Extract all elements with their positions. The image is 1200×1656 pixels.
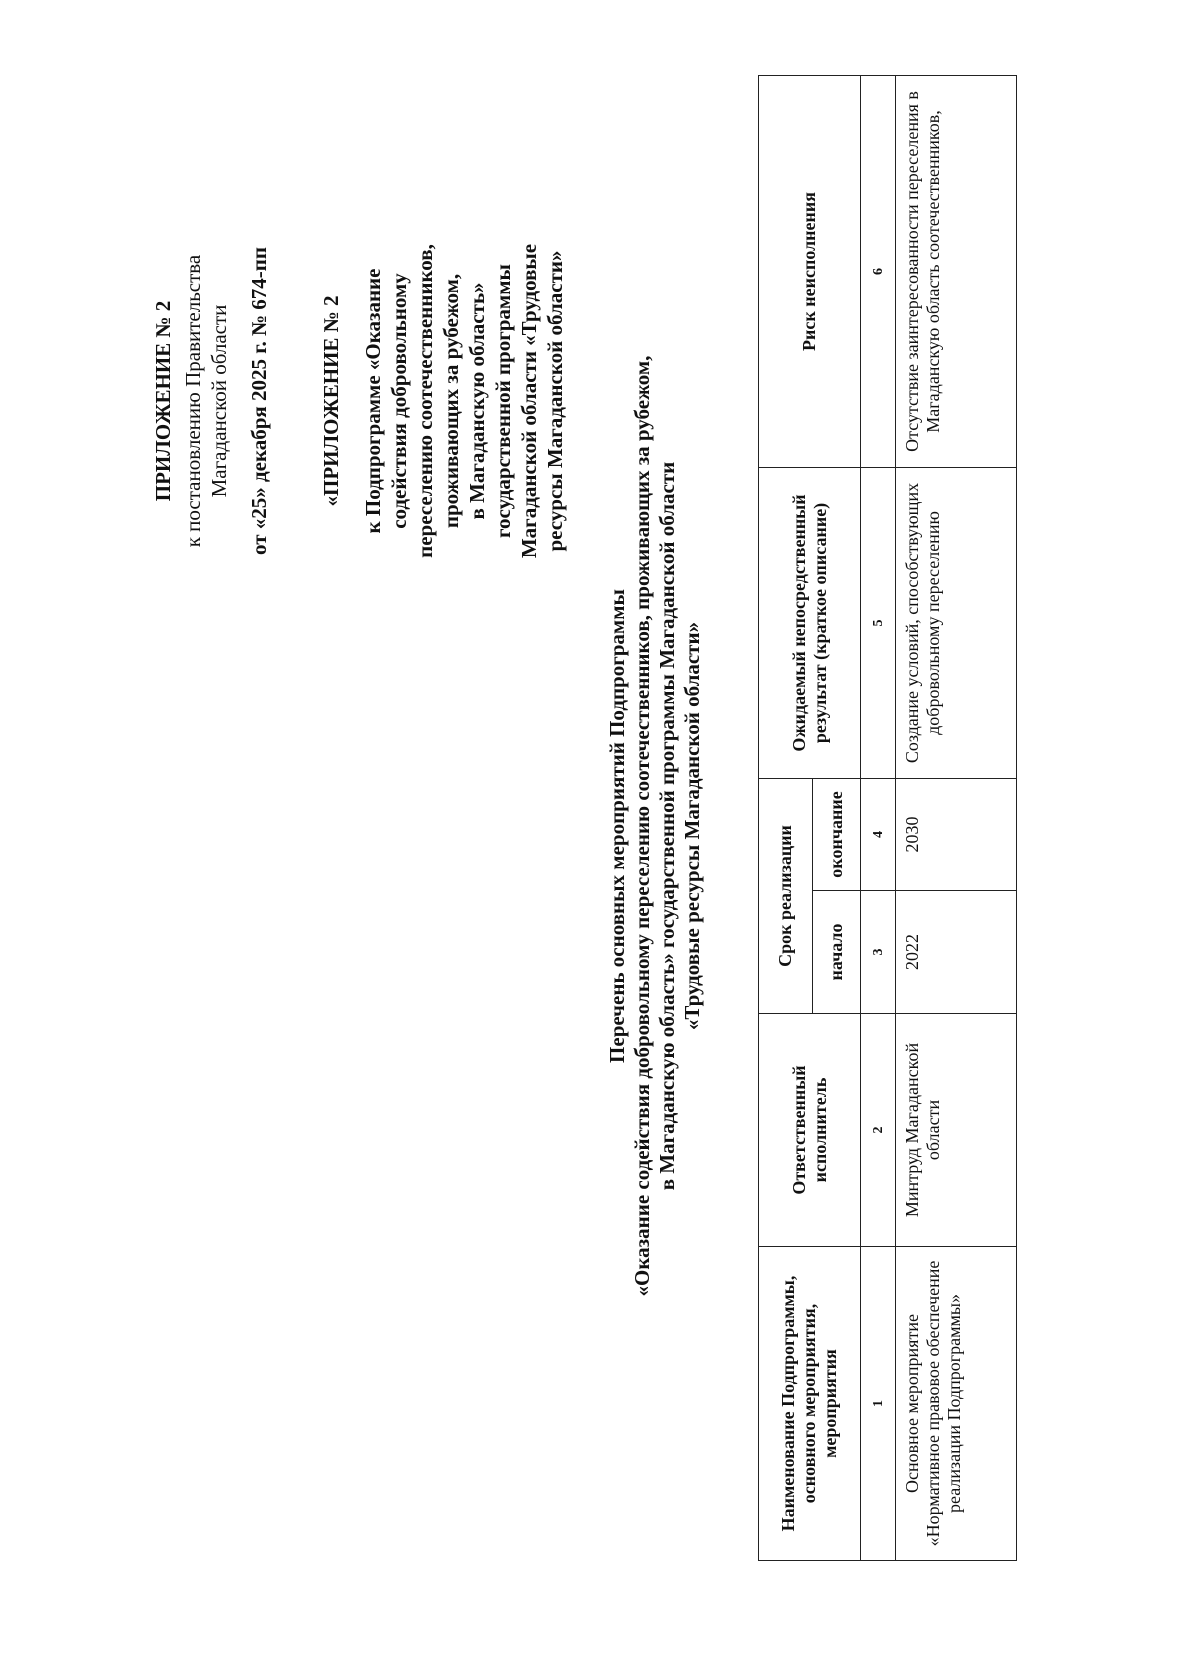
document-title xyxy=(605,256,705,1396)
table-row xyxy=(896,75,1017,1560)
approval-stamp-decree xyxy=(150,186,272,616)
title-line: в Магаданскую область» государственной программы Магаданской области xyxy=(655,461,679,1191)
approval-line: государственной программы xyxy=(491,264,515,538)
approval-line: переселению соотечественников, xyxy=(413,244,437,558)
cell-risk: Отсутствие заинтересованности переселения в Магаданскую область соотечественников, xyxy=(896,75,1017,467)
column-number: 2 xyxy=(861,1014,896,1247)
header-start: начало xyxy=(813,891,861,1014)
column-number: 6 xyxy=(861,75,896,467)
title-line: Перечень основных мероприятий Подпрограммы xyxy=(605,589,629,1063)
cell-result: Создание условий, способствующих добровольному переселению xyxy=(896,467,1017,778)
column-number: 4 xyxy=(861,778,896,890)
header-end: окончание xyxy=(813,778,861,890)
measures-table xyxy=(758,75,1017,1561)
title-line: «Оказание содействия добровольному переселению соотечественников, проживающих за рубежом, xyxy=(630,355,654,1297)
title-line: «Трудовые ресурсы Магаданской области» xyxy=(680,621,704,1031)
table-header-row xyxy=(759,75,813,1560)
approval-line: Магаданской области «Трудовые xyxy=(517,243,541,559)
header-name: Наименование Подпрограммы, основного мероприятия, мероприятия xyxy=(759,1247,861,1561)
header-executor: Ответственный исполнитель xyxy=(759,1014,861,1247)
approval-line: Магаданской области xyxy=(207,304,231,498)
cell-end: 2030 xyxy=(896,778,1017,890)
approval-stamp-subprogram xyxy=(318,186,568,616)
cell-executor: Минтруд Магаданской области xyxy=(896,1014,1017,1247)
header-result: Ожидаемый непосредственный результат (краткое описание) xyxy=(759,467,861,778)
cell-name: Основное мероприятие «Нормативное правовое обеспечение реализации Подпрограммы» xyxy=(896,1247,1017,1561)
column-number: 3 xyxy=(861,891,896,1014)
cell-start: 2022 xyxy=(896,891,1017,1014)
header-risk: Риск неисполнения xyxy=(759,75,861,467)
approval-date: от «25» декабря 2025 г. № 674-пп xyxy=(247,246,271,556)
approval-line: в Магаданскую область» xyxy=(465,282,489,520)
approval-line: к постановлению Правительства xyxy=(181,254,205,548)
approval-line: содействия добровольному xyxy=(387,273,411,529)
column-number: 1 xyxy=(861,1247,896,1561)
approval-line: ресурсы Магаданской области» xyxy=(543,250,567,552)
column-number-row xyxy=(861,75,896,1560)
column-number: 5 xyxy=(861,467,896,778)
approval-line: к Подпрограмме «Оказание xyxy=(361,268,385,534)
header-period: Срок реализации xyxy=(759,778,813,1013)
approval-heading: ПРИЛОЖЕНИЕ № 2 xyxy=(151,300,175,502)
approval-heading: «ПРИЛОЖЕНИЕ № 2 xyxy=(319,295,343,507)
approval-line: проживающих за рубежом, xyxy=(439,273,463,529)
